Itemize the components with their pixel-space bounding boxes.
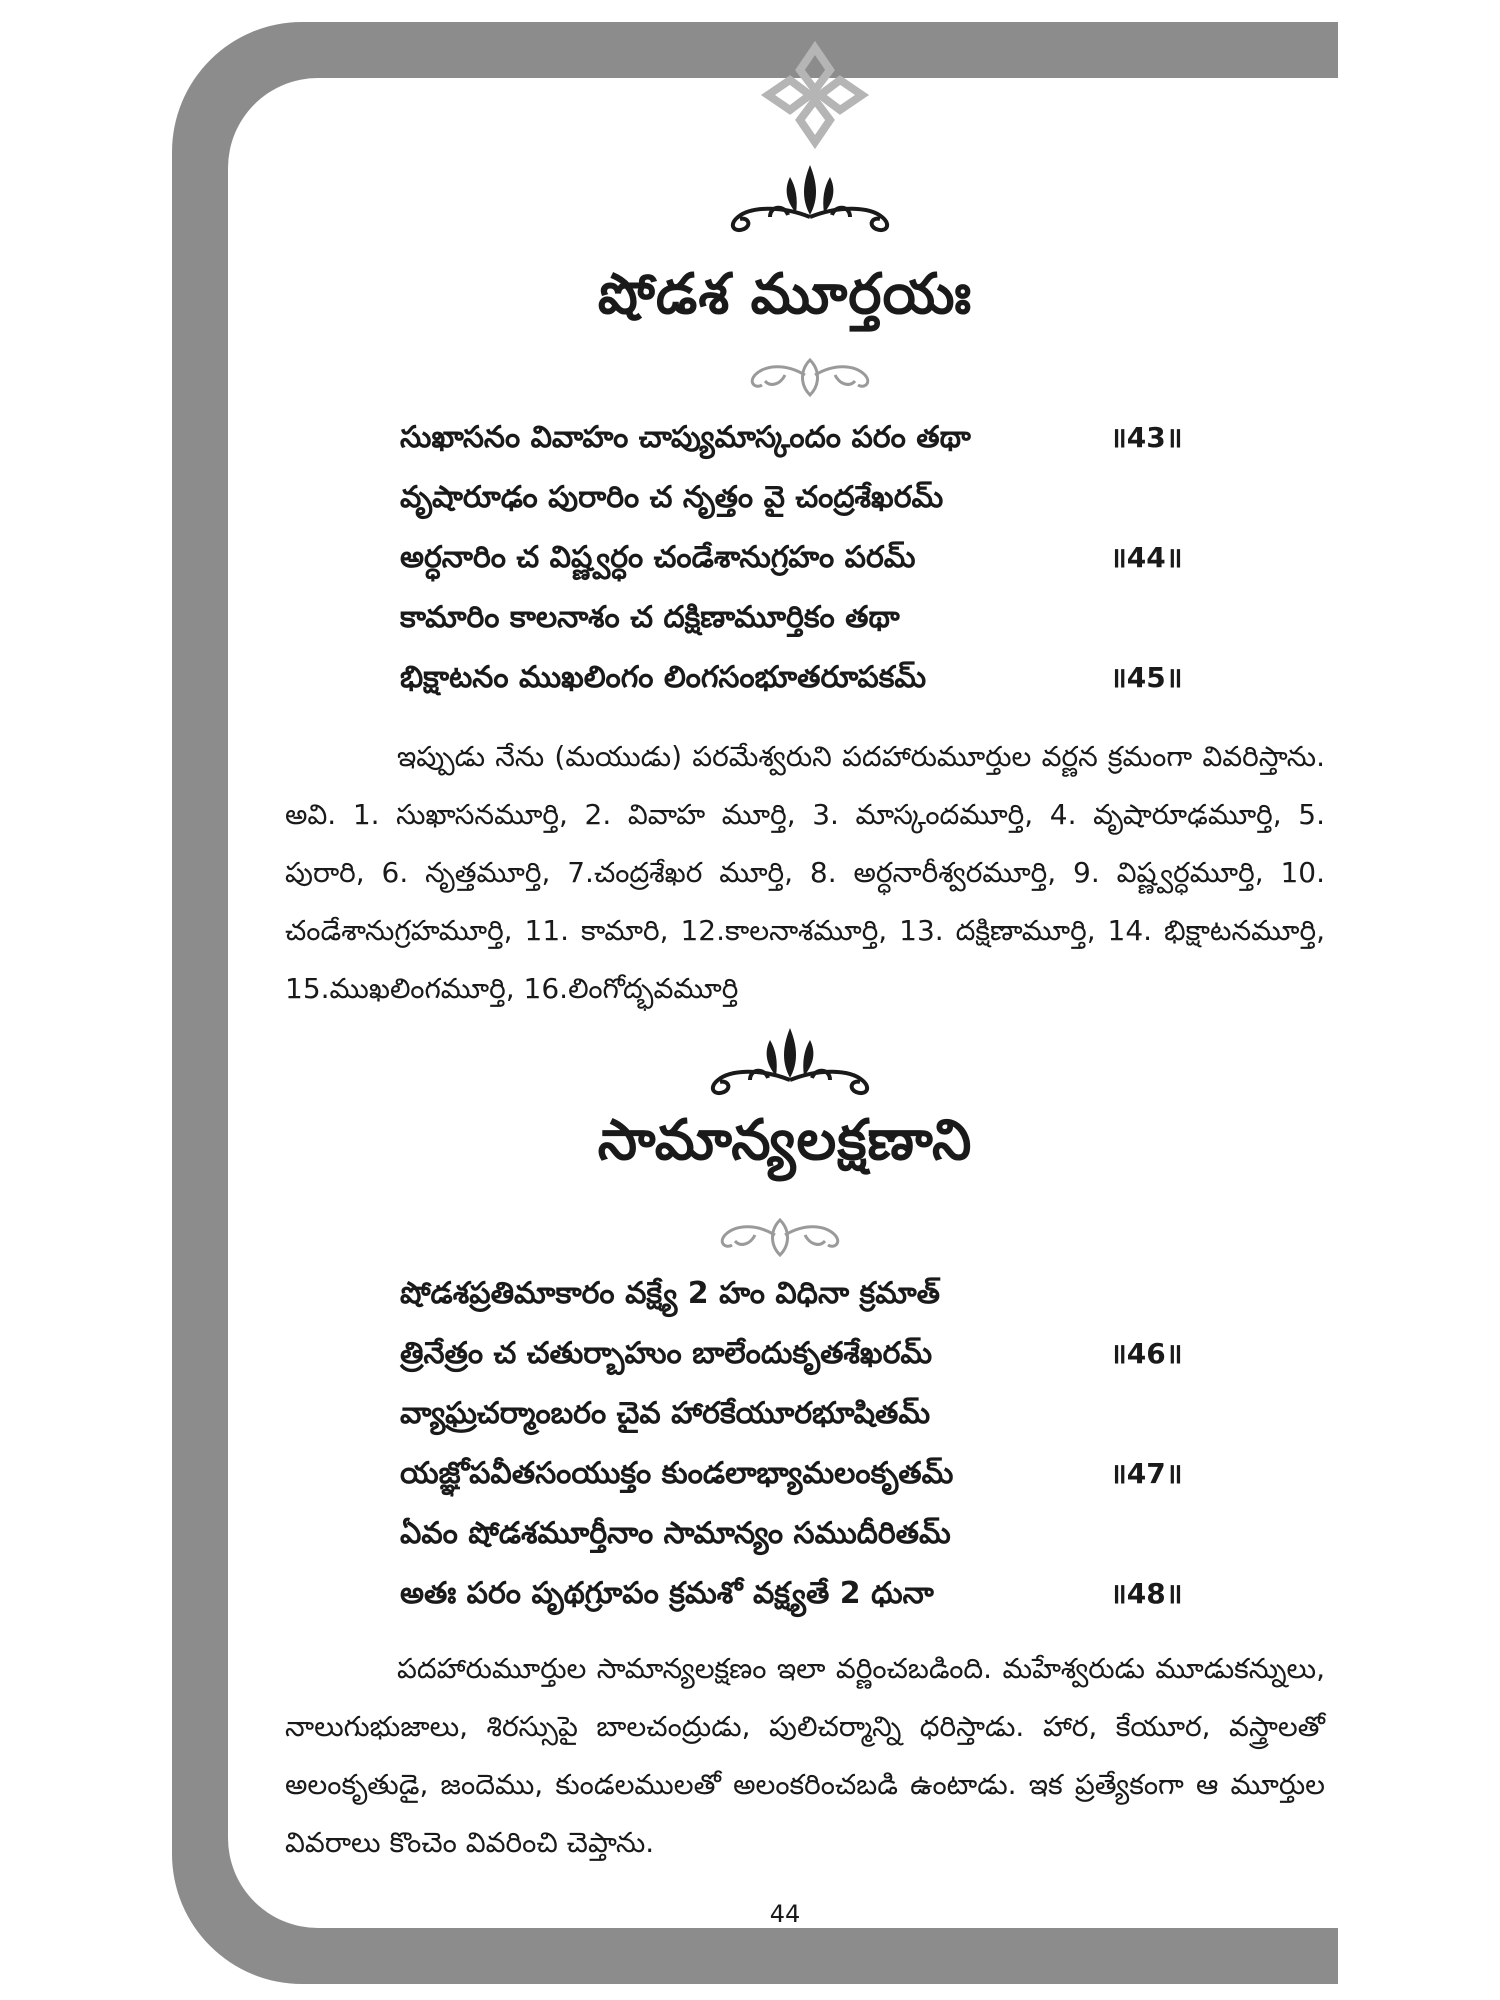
verse-line <box>400 648 1220 708</box>
top-lotus-ornament <box>760 40 870 150</box>
small-flourish-ornament <box>740 345 880 405</box>
verse-line <box>400 1264 1220 1324</box>
verse-number: ॥46॥ <box>1110 1337 1183 1370</box>
verse-line <box>400 468 1220 528</box>
verse-number: ॥44॥ <box>1110 541 1183 574</box>
verse-line <box>400 1324 1220 1384</box>
section-title-shodasha-murtayah: షోడశ మూర్తయః <box>597 262 973 327</box>
verse-number: ॥48॥ <box>1110 1577 1183 1610</box>
page-number: 44 <box>769 1900 801 1928</box>
verse-text: ఏవం షోడశమూర్తీనాం సామాన్యం సముదీరితమ్ <box>400 1516 951 1551</box>
verse-block-2 <box>400 1264 1220 1624</box>
verse-line <box>400 1384 1220 1444</box>
verse-number: ॥43॥ <box>1110 421 1183 454</box>
verse-text: భిక్షాటనం ముఖలింగం లింగసంభూతరూపకమ్ <box>400 660 927 695</box>
verse-text: అతః పరం పృథగ్రూపం క్రమశో వక్ష్యతే 2 ధునా <box>400 1576 934 1611</box>
verse-line <box>400 528 1220 588</box>
verse-text: యజ్ఞోపవీతసంయుక్తం కుండలాభ్యామలంకృతమ్ <box>400 1456 954 1491</box>
verse-number: ॥45॥ <box>1110 661 1183 694</box>
section-title-samanya-lakshanani: సామాన్యలక్షణాని <box>597 1108 973 1173</box>
verse-text: వృషారూఢం పురారిం చ నృత్తం వై చంద్రశేఖరమ్ <box>400 480 944 515</box>
verse-text: కామారిం కాలనాశం చ దక్షిణామూర్తికం తథా <box>400 600 900 635</box>
small-flourish-ornament <box>710 1205 850 1265</box>
verse-block-1 <box>400 408 1220 708</box>
flourish-ornament <box>710 155 910 235</box>
verse-text: షోడశప్రతిమాకారం వక్ష్యే 2 హం విధినా క్రమాత్ <box>400 1276 940 1311</box>
verse-line <box>400 1564 1220 1624</box>
verse-text: త్రినేత్రం చ చతుర్బాహుం బాలేందుకృతశేఖరమ్ <box>400 1336 933 1371</box>
verse-line <box>400 588 1220 648</box>
verse-line <box>400 408 1220 468</box>
verse-text: వ్యాఘ్రచర్మాంబరం చైవ హారకేయూరభూషితమ్ <box>400 1396 931 1431</box>
verse-line <box>400 1444 1220 1504</box>
verse-number: ॥47॥ <box>1110 1457 1183 1490</box>
flourish-ornament <box>690 1018 890 1098</box>
paragraph-murti-list: ఇప్పుడు నేను (మయుడు) పరమేశ్వరుని పదహారుమూర్తుల వర్ణన క్రమంగా వివరిస్తాను. అవి. 1. సుఖాసనమూర్తి, 2. వివాహ మూర్తి, 3. మాస్కందమూర్తి, 4. వృషారూఢమూర్తి, 5. పురారి, 6. నృత్తమూర్తి, 7.చంద్రశేఖర మూర్తి, 8. అర్ధనారీశ్వరమూర్తి, 9. విష్ణ్వర్ధమూర్తి, 10. చండేశానుగ్రహమూర్తి, 11. కామారి, 12.కాలనాశమూర్తి, 13. దక్షిణామూర్తి, 14. భిక్షాటనమూర్తి, 15.ముఖలింగమూర్తి, 16.లింగోద్భవమూర్తి <box>285 740 1325 1005</box>
verse-text: అర్ధనారిం చ విష్ణ్వర్ధం చండేశానుగ్రహం పరమ్ <box>400 540 916 575</box>
verse-text: సుఖాసనం వివాహం చాప్యుమాస్కందం పరం తథా <box>400 420 971 455</box>
verse-line <box>400 1504 1220 1564</box>
paragraph-samanya-description: పదహారుమూర్తుల సామాన్యలక్షణం ఇలా వర్ణించబడింది. మహేశ్వరుడు మూడుకన్నులు, నాలుగుభుజాలు, శిరస్సుపై బాలచంద్రుడు, పులిచర్మాన్ని ధరిస్తాడు. హార, కేయూర, వస్త్రాలతో అలంకృతుడై, జందెము, కుండలములతో అలంకరించబడి ఉంటాడు. ఇక ప్రత్యేకంగా ఆ మూర్తుల వివరాలు కొంచెం వివరించి చెప్తాను. <box>285 1652 1325 1859</box>
